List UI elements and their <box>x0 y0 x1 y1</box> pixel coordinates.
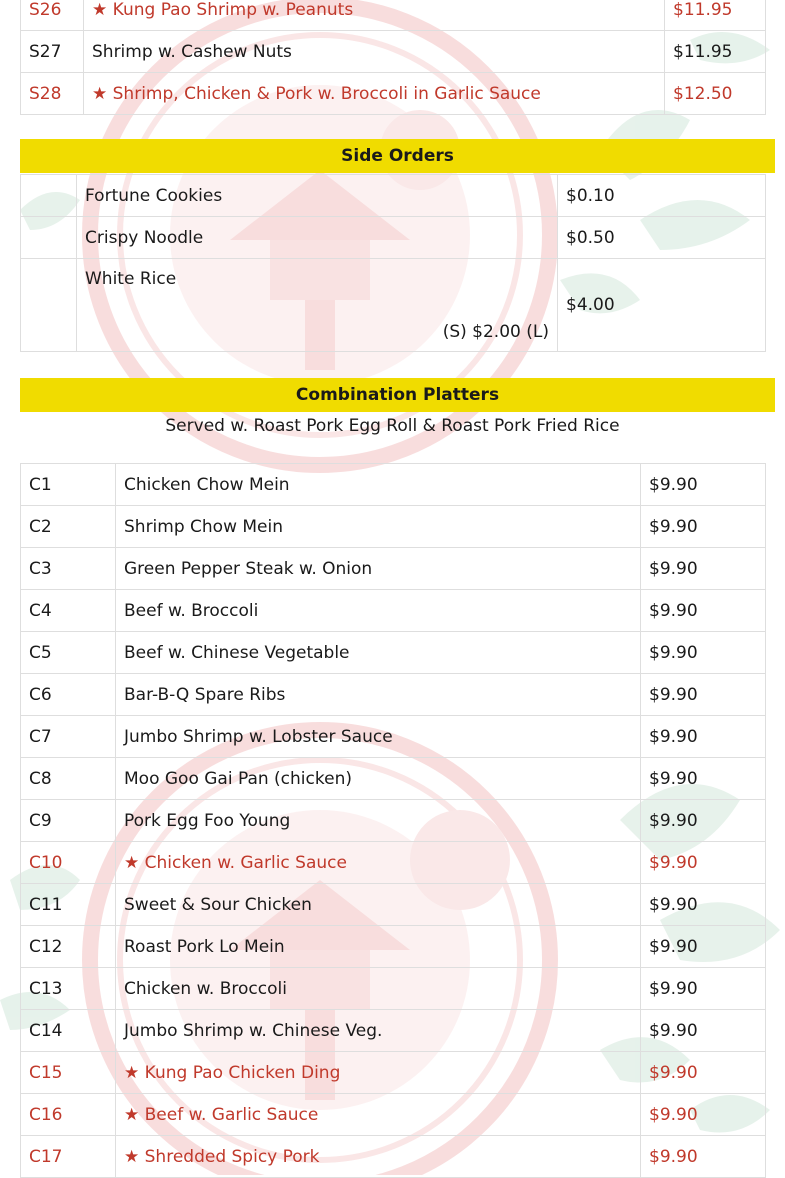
item-price: $12.50 <box>665 73 766 115</box>
table-row <box>21 800 766 842</box>
item-code: C6 <box>21 674 116 716</box>
item-price: $9.90 <box>641 548 766 590</box>
item-price: $0.50 <box>558 217 766 259</box>
item-code: C7 <box>21 716 116 758</box>
combination-platters-header: Combination Platters <box>20 378 775 412</box>
item-name: Jumbo Shrimp w. Chinese Veg. <box>116 1010 641 1052</box>
item-price: $9.90 <box>641 968 766 1010</box>
table-row <box>21 1052 766 1094</box>
item-name: Beef w. Chinese Vegetable <box>116 632 641 674</box>
item-price: $9.90 <box>641 1094 766 1136</box>
table-row <box>21 548 766 590</box>
item-price: $9.90 <box>641 800 766 842</box>
item-name: Pork Egg Foo Young <box>116 800 641 842</box>
table-row <box>21 73 766 115</box>
item-price: $9.90 <box>641 1010 766 1052</box>
item-code: C3 <box>21 548 116 590</box>
item-code: S27 <box>21 31 84 73</box>
item-name-cell <box>77 259 558 352</box>
item-code: C2 <box>21 506 116 548</box>
item-name: ★ Shrimp, Chicken & Pork w. Broccoli in Garlic Sauce <box>84 73 665 115</box>
table-row <box>21 884 766 926</box>
combination-subtitle: Served w. Roast Pork Egg Roll & Roast Pork Fried Rice <box>165 416 620 436</box>
item-price: $9.90 <box>641 674 766 716</box>
item-name: Green Pepper Steak w. Onion <box>116 548 641 590</box>
item-price: $0.10 <box>558 175 766 217</box>
side-orders-header: Side Orders <box>20 139 775 173</box>
item-code: C9 <box>21 800 116 842</box>
item-name: Fortune Cookies <box>77 175 558 217</box>
table-row <box>21 175 766 217</box>
table-row <box>21 1094 766 1136</box>
item-name: Shrimp Chow Mein <box>116 506 641 548</box>
item-price: $9.90 <box>641 842 766 884</box>
code-cell <box>21 175 77 217</box>
item-code: C16 <box>21 1094 116 1136</box>
small-price: (S) $2.00 (L) <box>442 322 549 342</box>
item-code: S28 <box>21 73 84 115</box>
item-name: Bar-B-Q Spare Ribs <box>116 674 641 716</box>
item-price: $9.90 <box>641 632 766 674</box>
table-row <box>21 968 766 1010</box>
item-price: $9.90 <box>641 758 766 800</box>
table-row <box>21 674 766 716</box>
item-name: White Rice <box>85 269 177 289</box>
code-cell <box>21 259 77 352</box>
item-code: C11 <box>21 884 116 926</box>
item-name: ★ Chicken w. Garlic Sauce <box>116 842 641 884</box>
item-code: C14 <box>21 1010 116 1052</box>
table-row <box>21 259 766 352</box>
item-price: $9.90 <box>641 1136 766 1178</box>
code-cell <box>21 217 77 259</box>
table-row <box>21 842 766 884</box>
table-row <box>21 217 766 259</box>
item-name: ★ Kung Pao Chicken Ding <box>116 1052 641 1094</box>
item-name: Beef w. Broccoli <box>116 590 641 632</box>
table-row <box>21 0 766 31</box>
item-code: C17 <box>21 1136 116 1178</box>
table-row <box>21 590 766 632</box>
combination-table <box>20 463 766 1178</box>
item-name: Shrimp w. Cashew Nuts <box>84 31 665 73</box>
item-name: ★ Beef w. Garlic Sauce <box>116 1094 641 1136</box>
item-code: C8 <box>21 758 116 800</box>
item-price: $11.95 <box>665 0 766 31</box>
item-name: Chicken w. Broccoli <box>116 968 641 1010</box>
table-row <box>21 926 766 968</box>
item-name: Jumbo Shrimp w. Lobster Sauce <box>116 716 641 758</box>
item-code: C1 <box>21 464 116 506</box>
item-name: Crispy Noodle <box>77 217 558 259</box>
table-row <box>21 1010 766 1052</box>
table-row <box>21 31 766 73</box>
item-price: $9.90 <box>641 464 766 506</box>
table-row <box>21 716 766 758</box>
item-code: C15 <box>21 1052 116 1094</box>
item-price: $9.90 <box>641 926 766 968</box>
item-price: $9.90 <box>641 884 766 926</box>
item-price: $9.90 <box>641 590 766 632</box>
table-row <box>21 506 766 548</box>
table-row <box>21 632 766 674</box>
item-code: S26 <box>21 0 84 31</box>
item-name: ★ Shredded Spicy Pork <box>116 1136 641 1178</box>
item-price: $9.90 <box>641 506 766 548</box>
seafood-table <box>20 0 766 115</box>
table-row <box>21 758 766 800</box>
item-price: $4.00 <box>558 259 766 352</box>
item-name: Moo Goo Gai Pan (chicken) <box>116 758 641 800</box>
item-name: ★ Kung Pao Shrimp w. Peanuts <box>84 0 665 31</box>
item-code: C12 <box>21 926 116 968</box>
item-code: C4 <box>21 590 116 632</box>
side-orders-table <box>20 174 766 352</box>
item-name: Roast Pork Lo Mein <box>116 926 641 968</box>
item-price: $9.90 <box>641 1052 766 1094</box>
item-name: Sweet & Sour Chicken <box>116 884 641 926</box>
table-row <box>21 464 766 506</box>
item-price: $9.90 <box>641 716 766 758</box>
item-price: $11.95 <box>665 31 766 73</box>
item-code: C13 <box>21 968 116 1010</box>
item-code: C10 <box>21 842 116 884</box>
item-code: C5 <box>21 632 116 674</box>
item-name: Chicken Chow Mein <box>116 464 641 506</box>
table-row <box>21 1136 766 1178</box>
